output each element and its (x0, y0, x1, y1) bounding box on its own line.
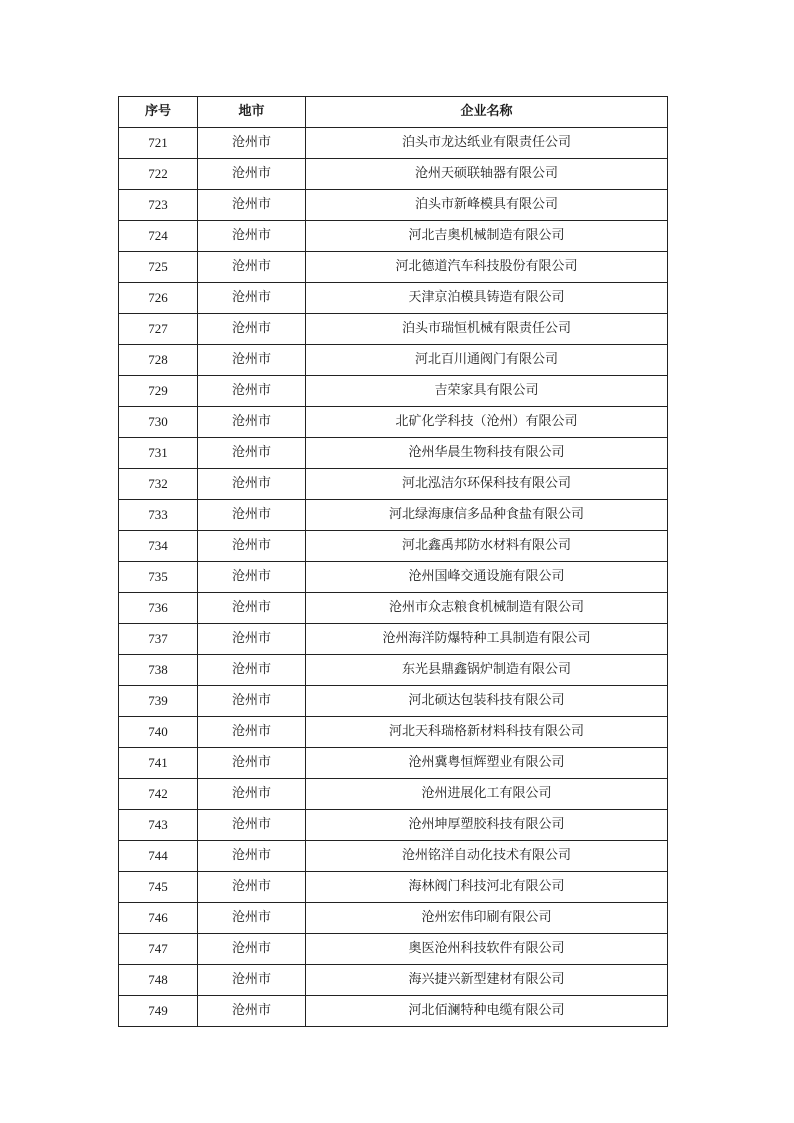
cell-city: 沧州市 (198, 252, 306, 283)
cell-company-name: 河北泓洁尔环保科技有限公司 (306, 469, 668, 500)
cell-serial-number: 746 (119, 903, 198, 934)
cell-serial-number: 742 (119, 779, 198, 810)
cell-serial-number: 738 (119, 655, 198, 686)
cell-city: 沧州市 (198, 686, 306, 717)
table-row (119, 717, 668, 748)
cell-serial-number: 726 (119, 283, 198, 314)
cell-company-name: 泊头市瑞恒机械有限责任公司 (306, 314, 668, 345)
table-row (119, 128, 668, 159)
cell-serial-number: 725 (119, 252, 198, 283)
cell-serial-number: 741 (119, 748, 198, 779)
cell-serial-number: 729 (119, 376, 198, 407)
cell-serial-number: 737 (119, 624, 198, 655)
cell-serial-number: 739 (119, 686, 198, 717)
cell-serial-number: 724 (119, 221, 198, 252)
table-row (119, 903, 668, 934)
table-row (119, 345, 668, 376)
cell-company-name: 沧州天硕联轴器有限公司 (306, 159, 668, 190)
cell-serial-number: 722 (119, 159, 198, 190)
cell-company-name: 沧州进展化工有限公司 (306, 779, 668, 810)
table-row (119, 314, 668, 345)
cell-company-name: 河北吉奥机械制造有限公司 (306, 221, 668, 252)
table-row (119, 159, 668, 190)
table-row (119, 438, 668, 469)
table-row (119, 283, 668, 314)
table-row (119, 686, 668, 717)
cell-company-name: 河北佰澜特种电缆有限公司 (306, 996, 668, 1027)
cell-serial-number: 744 (119, 841, 198, 872)
table-row (119, 624, 668, 655)
cell-serial-number: 740 (119, 717, 198, 748)
cell-city: 沧州市 (198, 283, 306, 314)
cell-city: 沧州市 (198, 376, 306, 407)
cell-city: 沧州市 (198, 655, 306, 686)
table-row (119, 221, 668, 252)
table-row (119, 376, 668, 407)
cell-serial-number: 731 (119, 438, 198, 469)
header-serial-number: 序号 (119, 97, 198, 128)
cell-city: 沧州市 (198, 593, 306, 624)
cell-company-name: 海兴捷兴新型建材有限公司 (306, 965, 668, 996)
table-row (119, 965, 668, 996)
cell-city: 沧州市 (198, 717, 306, 748)
cell-city: 沧州市 (198, 996, 306, 1027)
table-body (119, 128, 668, 1027)
cell-city: 沧州市 (198, 841, 306, 872)
cell-city: 沧州市 (198, 810, 306, 841)
table-row (119, 934, 668, 965)
cell-city: 沧州市 (198, 779, 306, 810)
cell-company-name: 沧州国峰交通设施有限公司 (306, 562, 668, 593)
cell-serial-number: 748 (119, 965, 198, 996)
cell-company-name: 沧州宏伟印刷有限公司 (306, 903, 668, 934)
cell-serial-number: 743 (119, 810, 198, 841)
cell-company-name: 奥医沧州科技软件有限公司 (306, 934, 668, 965)
table-row (119, 810, 668, 841)
cell-serial-number: 734 (119, 531, 198, 562)
cell-company-name: 河北鑫禹邦防水材料有限公司 (306, 531, 668, 562)
cell-serial-number: 733 (119, 500, 198, 531)
table-row (119, 531, 668, 562)
cell-city: 沧州市 (198, 965, 306, 996)
cell-city: 沧州市 (198, 562, 306, 593)
cell-serial-number: 730 (119, 407, 198, 438)
cell-serial-number: 721 (119, 128, 198, 159)
cell-company-name: 泊头市龙达纸业有限责任公司 (306, 128, 668, 159)
cell-company-name: 河北天科瑞格新材料科技有限公司 (306, 717, 668, 748)
cell-company-name: 沧州铭洋自动化技术有限公司 (306, 841, 668, 872)
header-company-name: 企业名称 (306, 97, 668, 128)
table-header-row (119, 97, 668, 128)
cell-city: 沧州市 (198, 469, 306, 500)
cell-serial-number: 727 (119, 314, 198, 345)
cell-city: 沧州市 (198, 500, 306, 531)
table-row (119, 593, 668, 624)
cell-company-name: 天津京泊模具铸造有限公司 (306, 283, 668, 314)
table-row (119, 190, 668, 221)
cell-serial-number: 723 (119, 190, 198, 221)
cell-company-name: 北矿化学科技（沧州）有限公司 (306, 407, 668, 438)
table-row (119, 407, 668, 438)
cell-city: 沧州市 (198, 128, 306, 159)
table-row (119, 469, 668, 500)
cell-city: 沧州市 (198, 314, 306, 345)
table-row (119, 500, 668, 531)
cell-company-name: 吉荣家具有限公司 (306, 376, 668, 407)
table-row (119, 562, 668, 593)
cell-city: 沧州市 (198, 221, 306, 252)
cell-city: 沧州市 (198, 872, 306, 903)
cell-company-name: 沧州市众志粮食机械制造有限公司 (306, 593, 668, 624)
cell-city: 沧州市 (198, 903, 306, 934)
cell-city: 沧州市 (198, 531, 306, 562)
cell-company-name: 东光县鼎鑫锅炉制造有限公司 (306, 655, 668, 686)
cell-serial-number: 749 (119, 996, 198, 1027)
cell-city: 沧州市 (198, 159, 306, 190)
table-row (119, 779, 668, 810)
cell-serial-number: 732 (119, 469, 198, 500)
cell-company-name: 海林阀门科技河北有限公司 (306, 872, 668, 903)
table-row (119, 252, 668, 283)
cell-city: 沧州市 (198, 748, 306, 779)
cell-company-name: 沧州坤厚塑胶科技有限公司 (306, 810, 668, 841)
cell-city: 沧州市 (198, 624, 306, 655)
cell-company-name: 河北绿海康信多品种食盐有限公司 (306, 500, 668, 531)
cell-serial-number: 745 (119, 872, 198, 903)
cell-company-name: 沧州海洋防爆特种工具制造有限公司 (306, 624, 668, 655)
cell-company-name: 河北百川通阀门有限公司 (306, 345, 668, 376)
table-row (119, 872, 668, 903)
cell-city: 沧州市 (198, 345, 306, 376)
table-row (119, 748, 668, 779)
header-city: 地市 (198, 97, 306, 128)
cell-company-name: 河北硕达包装科技有限公司 (306, 686, 668, 717)
cell-serial-number: 735 (119, 562, 198, 593)
cell-company-name: 泊头市新峰模具有限公司 (306, 190, 668, 221)
cell-company-name: 河北德道汽车科技股份有限公司 (306, 252, 668, 283)
cell-city: 沧州市 (198, 407, 306, 438)
cell-city: 沧州市 (198, 934, 306, 965)
cell-company-name: 沧州华晨生物科技有限公司 (306, 438, 668, 469)
cell-city: 沧州市 (198, 438, 306, 469)
enterprise-table (118, 96, 668, 1027)
table-row (119, 655, 668, 686)
cell-serial-number: 728 (119, 345, 198, 376)
cell-city: 沧州市 (198, 190, 306, 221)
cell-serial-number: 747 (119, 934, 198, 965)
table-row (119, 841, 668, 872)
cell-company-name: 沧州冀粤恒辉塑业有限公司 (306, 748, 668, 779)
table-row (119, 996, 668, 1027)
cell-serial-number: 736 (119, 593, 198, 624)
